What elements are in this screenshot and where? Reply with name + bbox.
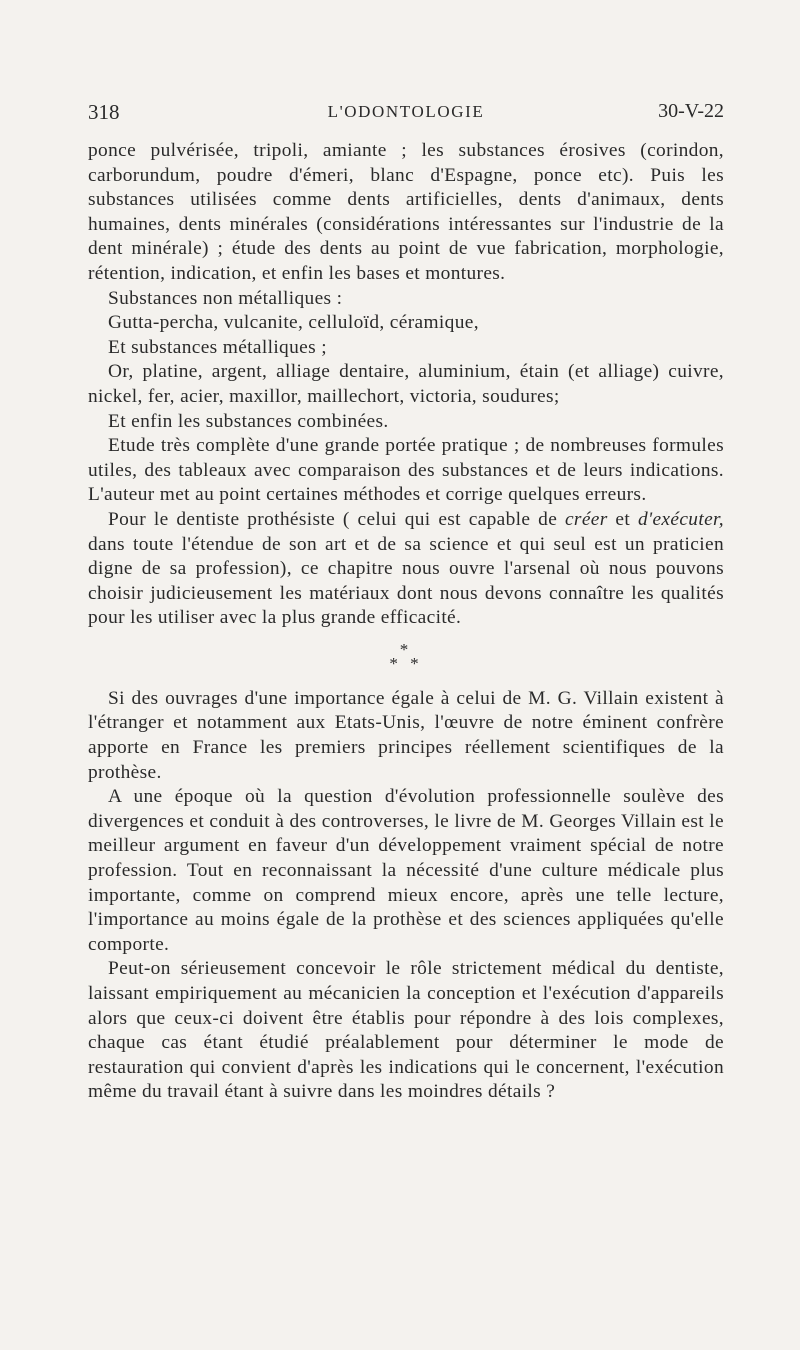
page-header — [88, 100, 724, 130]
emphasis-text: créer — [564, 508, 608, 530]
paragraph-text: dans toute l'étendue de son art et de sa science et qui seul est un praticien digne de sa profession), ce chapitre nous ouvre l'arsenal où nous pouvons choisir judicieusement les matériaux dont nous devons connaître les qualités pour les utiliser avec la plus grande efficacité. — [88, 533, 724, 629]
paragraph: Etude très complète d'une grande portée pratique ; de nombreuses formules utiles, des tableaux avec comparaison des substances et de leurs indications. L'auteur met au point certaines méthodes et corrige quelques erreurs. — [88, 435, 724, 506]
section-asterism — [88, 639, 724, 673]
paragraph: ponce pulvérisée, tripoli, amiante ; les substances érosives (corindon, carborundum, poudre d'émeri, blanc d'Espagne, ponce etc). Puis les substances utilisées comme dents artificielles, dents d'animaux, dents humaines, dents minérales (considérations intéressantes sur l'industrie de la dent minérale) ; étude des dents au point de vue fabrication, morphologie, rétention, indication, et enfin les bases et montures. — [88, 140, 724, 284]
running-title: L'ODONTOLOGIE — [327, 102, 485, 121]
paragraph: Si des ouvrages d'une importance égale à celui de M. G. Villain existent à l'étranger et notamment aux Etats-Unis, l'œuvre de notre éminent confrère apporte en France les premiers principes réellement scientifiques de la prothèse. — [88, 687, 724, 783]
page-number: 318 — [88, 100, 120, 124]
emphasis-text: d'exécuter, — [637, 508, 724, 530]
paragraph: Or, platine, argent, alliage dentaire, aluminium, étain (et alliage) cuivre, nickel, fer, acier, maxillor, maillechort, victoria, soudures; — [88, 361, 724, 407]
paragraph: Et enfin les substances combinées. — [108, 410, 389, 432]
paragraph: Et substances métalliques ; — [108, 336, 327, 358]
paragraph: Substances non métalliques : — [108, 287, 343, 309]
paragraph: Peut-on sérieusement concevoir le rôle strictement médical du dentiste, laissant empiriquement au mécanicien la conception et l'exécution d'appareils alors que ceux-ci doivent être établis pour répondre à des lois complexes, chaque cas étant étudié préalablement pour déterminer le mode de restauration qui convient d'après les indications qui le concernent, l'exécution même du travail étant à suivre dans les moindres détails ? — [88, 958, 724, 1103]
paragraph: A une époque où la question d'évolution professionnelle soulève des divergences et conduit à des controverses, le livre de M. Georges Villain est le meilleur argument en faveur d'un développement vraiment spécial de notre profession. Tout en reconnaissant la nécessité d'une culture médicale plus importante, comme on comprend mieux encore, après une telle lecture, l'importance au moins égale de la prothèse et des sciences appliquées qu'elle comporte. — [88, 786, 724, 955]
paragraph-text: et — [607, 508, 638, 530]
body-text — [88, 139, 724, 1105]
issue-date: 30-V-22 — [658, 100, 724, 122]
paragraph — [88, 508, 724, 631]
asterism-top: * — [399, 639, 413, 659]
paragraph-text: Pour le dentiste prothésiste ( celui qui est capable de — [108, 508, 565, 530]
asterism-bottom: * * — [389, 653, 423, 673]
paragraph: Gutta-percha, vulcanite, celluloïd, céramique, — [108, 312, 479, 334]
